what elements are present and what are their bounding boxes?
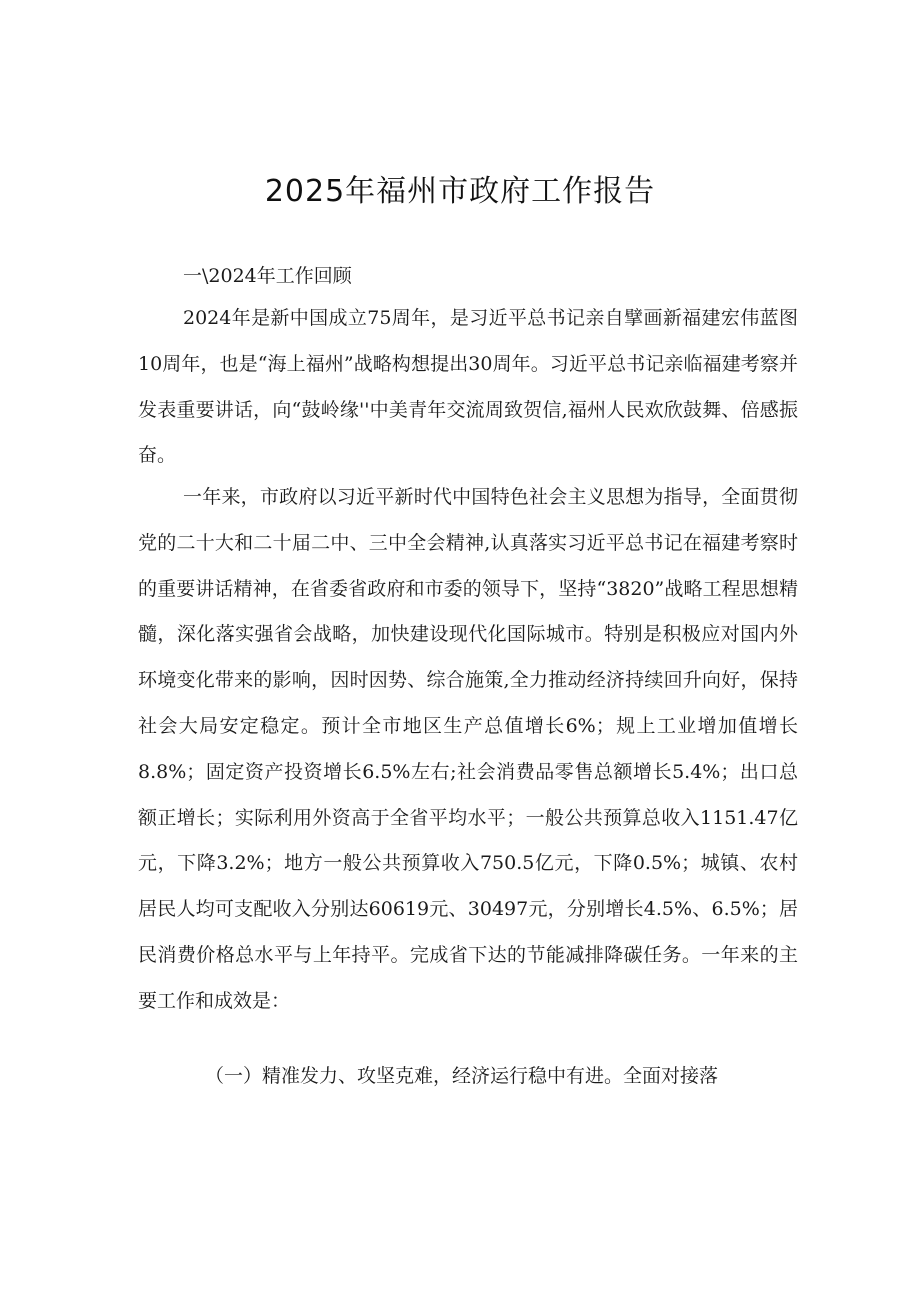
subsection-heading: （一）精准发力、攻坚克难，经济运行稳中有进。全面对接落 xyxy=(205,1065,719,1087)
paragraph-summary: 一年来，市政府以习近平新时代中国特色社会主义思想为指导，全面贯彻党的二十大和二十届二中、三中全会精神,认真落实习近平总书记在福建考察时的重要讲话精神，在省委省政府和市委的领导下，坚持“3820”战略工程思想精髓，深化落实强省会战略，加快建设现代化国际城市。特别是积极应对国内外环境变化带来的影响，因时因势、综合施策,全力推动经济持续回升向好，保持社会大局安定稳定。预计全市地区生产总值增长6%；规上工业增加值增长8.8%；固定资产投资增长6.5%左右;社会消费品零售总额增长5.4%；出口总额正增长；实际利用外资高于全省平均水平；一般公共预算总收入1151.47亿元，下降3.2%；地方一般公共预算收入750.5亿元，下降0.5%；城镇、农村居民人均可支配收入分别达60619元、30497元，分别增长4.5%、6.5%；居民消费价格总水平与上年持平。完成省下达的节能减排降碳任务。一年来的主要工作和成效是： xyxy=(138,486,798,1012)
section-heading: 一\2024年工作回顾 xyxy=(183,265,352,287)
page-title: 2025年福州市政府工作报告 xyxy=(264,174,656,209)
paragraph-intro: 2024年是新中国成立75周年，是习近平总书记亲自擘画新福建宏伟蓝图10周年，也是“海上福州”战略构想提出30周年。习近平总书记亲临福建考察并发表重要讲话，向“鼓岭缘''中美青年交流周致贺信,福州人民欢欣鼓舞、倍感振奋。 xyxy=(138,307,798,467)
